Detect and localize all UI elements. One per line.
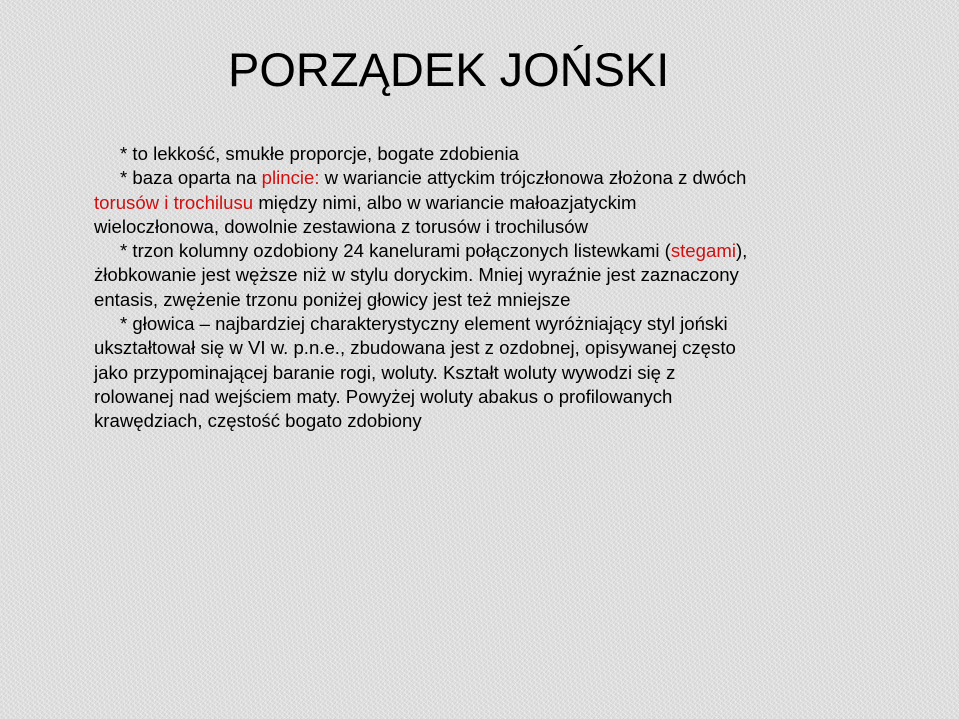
text-segment: * baza oparta na bbox=[120, 167, 262, 189]
highlight-term-plinta: plincie: bbox=[261, 167, 320, 189]
text-line-11: rolowanej nad wejściem maty. Powyżej woluty abakus o profilowanych bbox=[94, 385, 673, 407]
text-line-4: wieloczłonowa, dowolnie zestawiona z torusów i trochilusów bbox=[94, 215, 589, 237]
text-line-3 bbox=[94, 191, 884, 215]
text-line-5 bbox=[94, 239, 884, 263]
text-line-2 bbox=[94, 166, 884, 190]
highlight-term-torusy: torusów i trochilusu bbox=[94, 191, 254, 213]
text-segment: między nimi, albo w wariancie małoazjatyckim bbox=[253, 191, 637, 213]
text-line-1: * to lekkość, smukłe proporcje, bogate zdobienia bbox=[120, 143, 519, 164]
text-line-9: ukształtował się w VI w. p.n.e., zbudowana jest z ozdobnej, opisywanej często bbox=[94, 337, 736, 359]
text-line-12: krawędziach, częstość bogato zdobiony bbox=[94, 410, 422, 432]
text-line-7: entasis, zwężenie trzonu poniżej głowicy jest też mniejsze bbox=[94, 288, 571, 310]
text-segment: w wariancie attyckim trójczłonowa złożona z dwóch bbox=[319, 167, 747, 189]
text-line-8: * głowica – najbardziej charakterystyczny element wyróżniający styl joński bbox=[120, 313, 728, 335]
text-line-10: jako przypominającej baranie rogi, woluty. Kształt woluty wywodzi się z bbox=[94, 361, 676, 383]
text-segment: ), bbox=[735, 240, 748, 262]
slide-title: PORZĄDEK JOŃSKI bbox=[228, 43, 670, 96]
slide-body bbox=[94, 142, 884, 434]
text-line-6: żłobkowanie jest węższe niż w stylu doryckim. Mniej wyraźnie jest zaznaczony bbox=[94, 264, 739, 286]
highlight-term-stegi: stegami bbox=[670, 240, 736, 262]
text-segment: * trzon kolumny ozdobiony 24 kanelurami połączonych listewkami ( bbox=[120, 240, 671, 262]
